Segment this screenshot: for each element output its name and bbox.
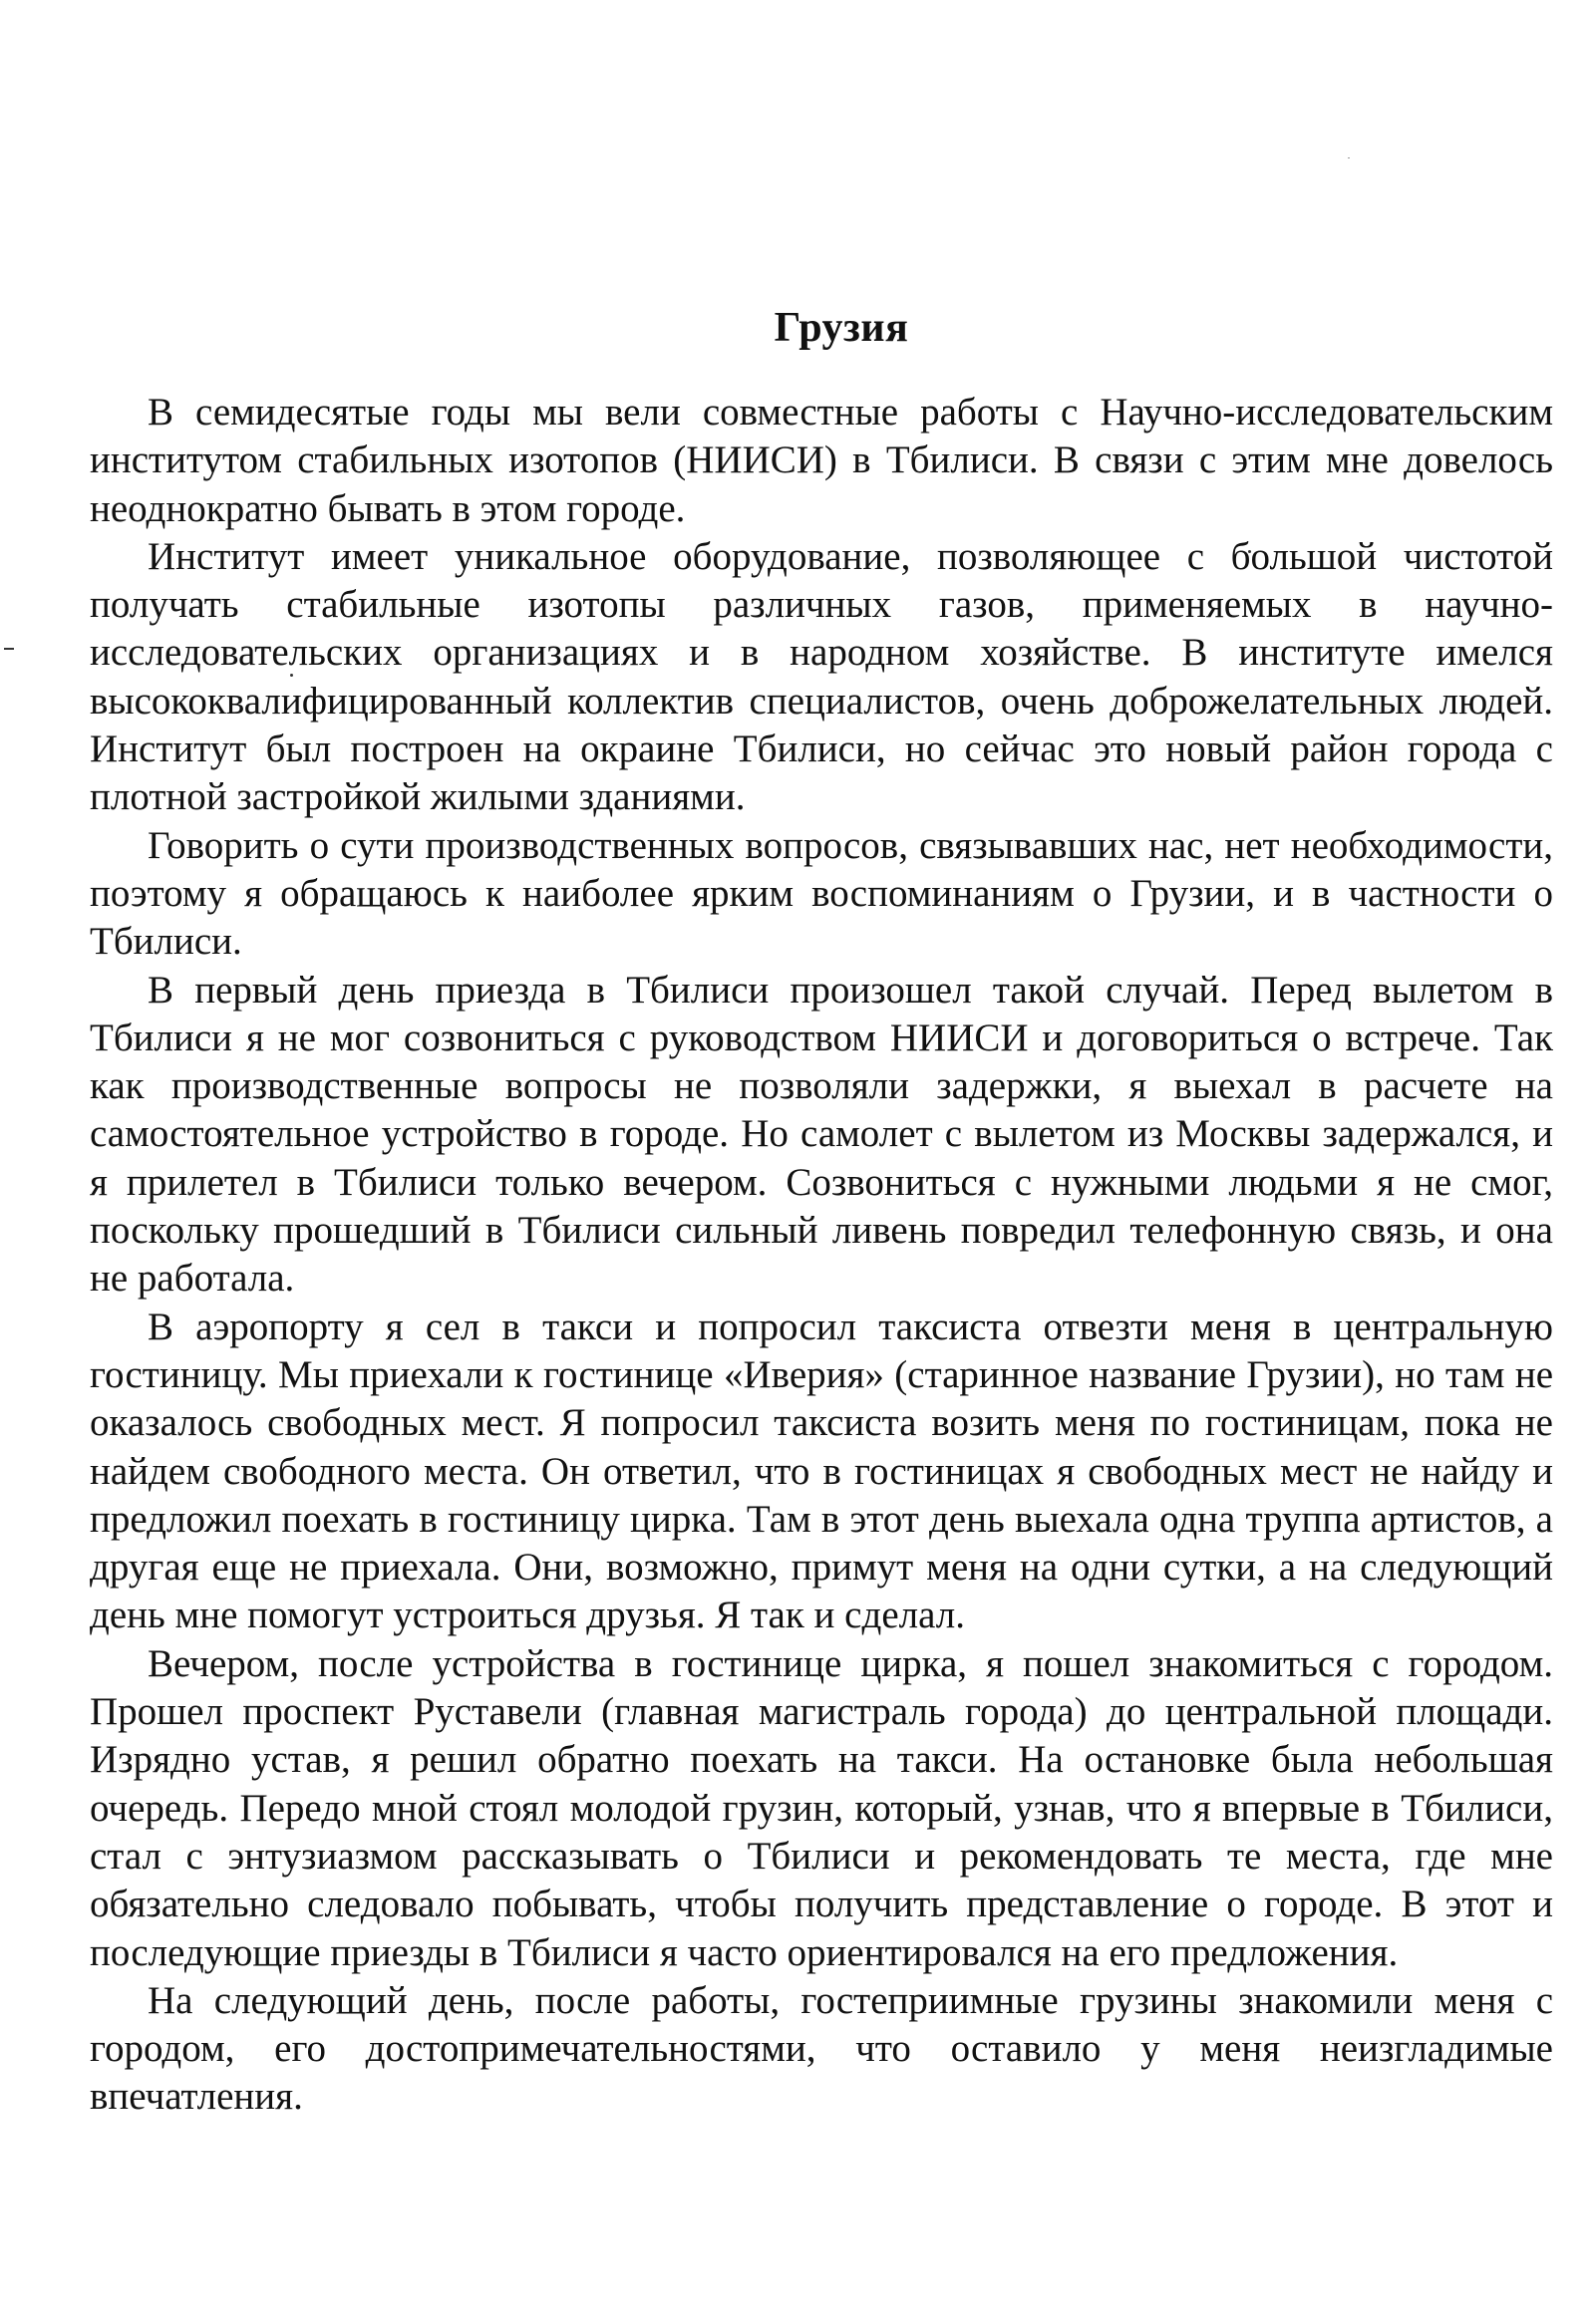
scan-speck	[1348, 157, 1350, 158]
paragraph: Институт имеет уникальное оборудование, позволяющее с большой чистотой получать стабильные изотопы различных газов, применяемых в научно-исследовательских организациях и в народном хозяйстве. В институте имелся высококвалифицированный коллектив специалистов, очень доброжелательных людей. Институт был построен на окраине Тбилиси, но сейчас это новый район города с плотной застройкой жилыми зданиями.	[90, 534, 1553, 819]
paragraph: Вечером, после устройства в гостинице цирка, я пошел знакомиться с городом. Прошел проспект Руставели (главная магистраль города) до центральной площади. Изрядно устав, я решил обратно поехать на такси. На остановке была небольшая очередь. Передо мной стоял молодой грузин, который, узнав, что я впервые в Тбилиси, стал с энтузиазмом рассказывать о Тбилиси и рекомендовать те места, где мне обязательно следовало побывать, чтобы получить представление о городе. В этот и последующие приезды в Тбилиси я часто ориентировался на его предложения.	[90, 1641, 1553, 1974]
paragraph: В первый день приезда в Тбилиси произошел такой случай. Перед вылетом в Тбилиси я не мог созвониться с руководством НИИСИ и договориться о встрече. Так как производственные вопросы не позволяли задержки, я выехал в расчете на самостоятельное устройство в городе. Но самолет с вылетом из Москвы задержался, и я прилетел в Тбилиси только вечером. Созвониться с нужными людьми я не смог, поскольку прошедший в Тбилиси сильный ливень повредил телефонную связь, и она не работала.	[90, 968, 1553, 1301]
scan-edge-mark	[4, 648, 14, 650]
document-body	[90, 304, 1553, 2122]
paragraph: Говорить о сути производственных вопросов, связывавших нас, нет необходимости, поэтому я обращаюсь к наиболее ярким воспоминаниям о Грузии, и в частности о Тбилиси.	[90, 823, 1553, 964]
paragraph: В аэропорту я сел в такси и попросил таксиста отвезти меня в центральную гостиницу. Мы приехали к гостинице «Иверия» (старинное название Грузии), но там не оказалось свободных мест. Я попросил таксиста возить меня по гостиницам, пока не найдем свободного места. Он ответил, что в гостиницах я свободных мест не найду и предложил поехать в гостиницу цирка. Там в этот день выехала одна труппа артистов, а другая еще не приехала. Они, возможно, примут меня на одни сутки, а на следующий день мне помогут устроиться друзья. Я так и сделал.	[90, 1305, 1553, 1637]
page-title: Грузия	[774, 305, 909, 351]
paragraph: В семидесятые годы мы вели совместные работы с Научно-исследовательским институтом стабильных изотопов (НИИСИ) в Тбилиси. В связи с этим мне довелось неоднократно бывать в этом городе.	[90, 391, 1553, 530]
paragraph: На следующий день, после работы, гостеприимные грузины знакомили меня с городом, его достопримечательностями, что оставило у меня неизгладимые впечатления.	[90, 1978, 1553, 2119]
